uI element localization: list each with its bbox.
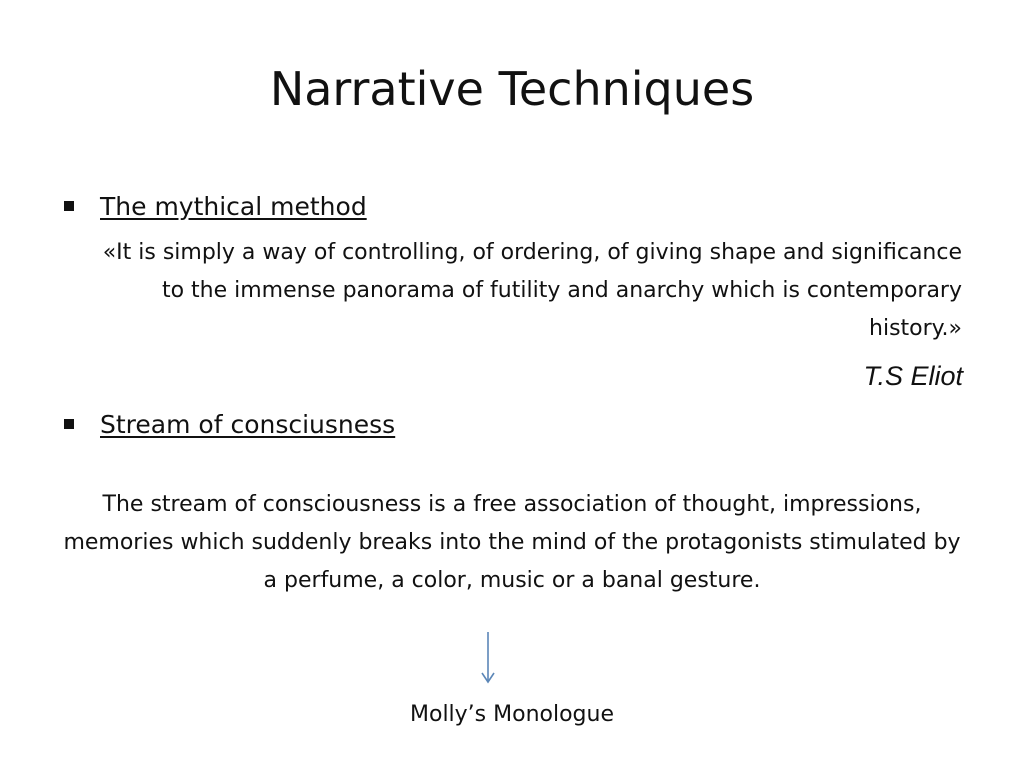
slide-title: Narrative Techniques bbox=[269, 62, 755, 116]
square-bullet-icon bbox=[64, 419, 74, 429]
arrow-down-icon bbox=[476, 632, 500, 684]
bullet-label: Stream of consciusness bbox=[100, 409, 396, 439]
eliot-quote: «It is simply a way of controlling, of ordering, of giving shape and significance to the immense panorama of futility and anarchy which is contemporary history.» bbox=[102, 240, 962, 341]
bullet-item-mythical-method bbox=[64, 186, 367, 226]
bullet-label: The mythical method bbox=[100, 191, 367, 221]
bullet-item-stream-of-consciousness bbox=[64, 404, 395, 444]
stream-description: The stream of consciousness is a free association of thought, impressions, memories which suddenly breaks into the mind of the protagonists stimulated by a perfume, a color, music or a banal gesture. bbox=[63, 492, 961, 593]
square-bullet-icon bbox=[64, 201, 74, 211]
molly-monologue-caption: Molly’s Monologue bbox=[410, 702, 614, 727]
quote-author: T.S Eliot bbox=[863, 361, 963, 391]
